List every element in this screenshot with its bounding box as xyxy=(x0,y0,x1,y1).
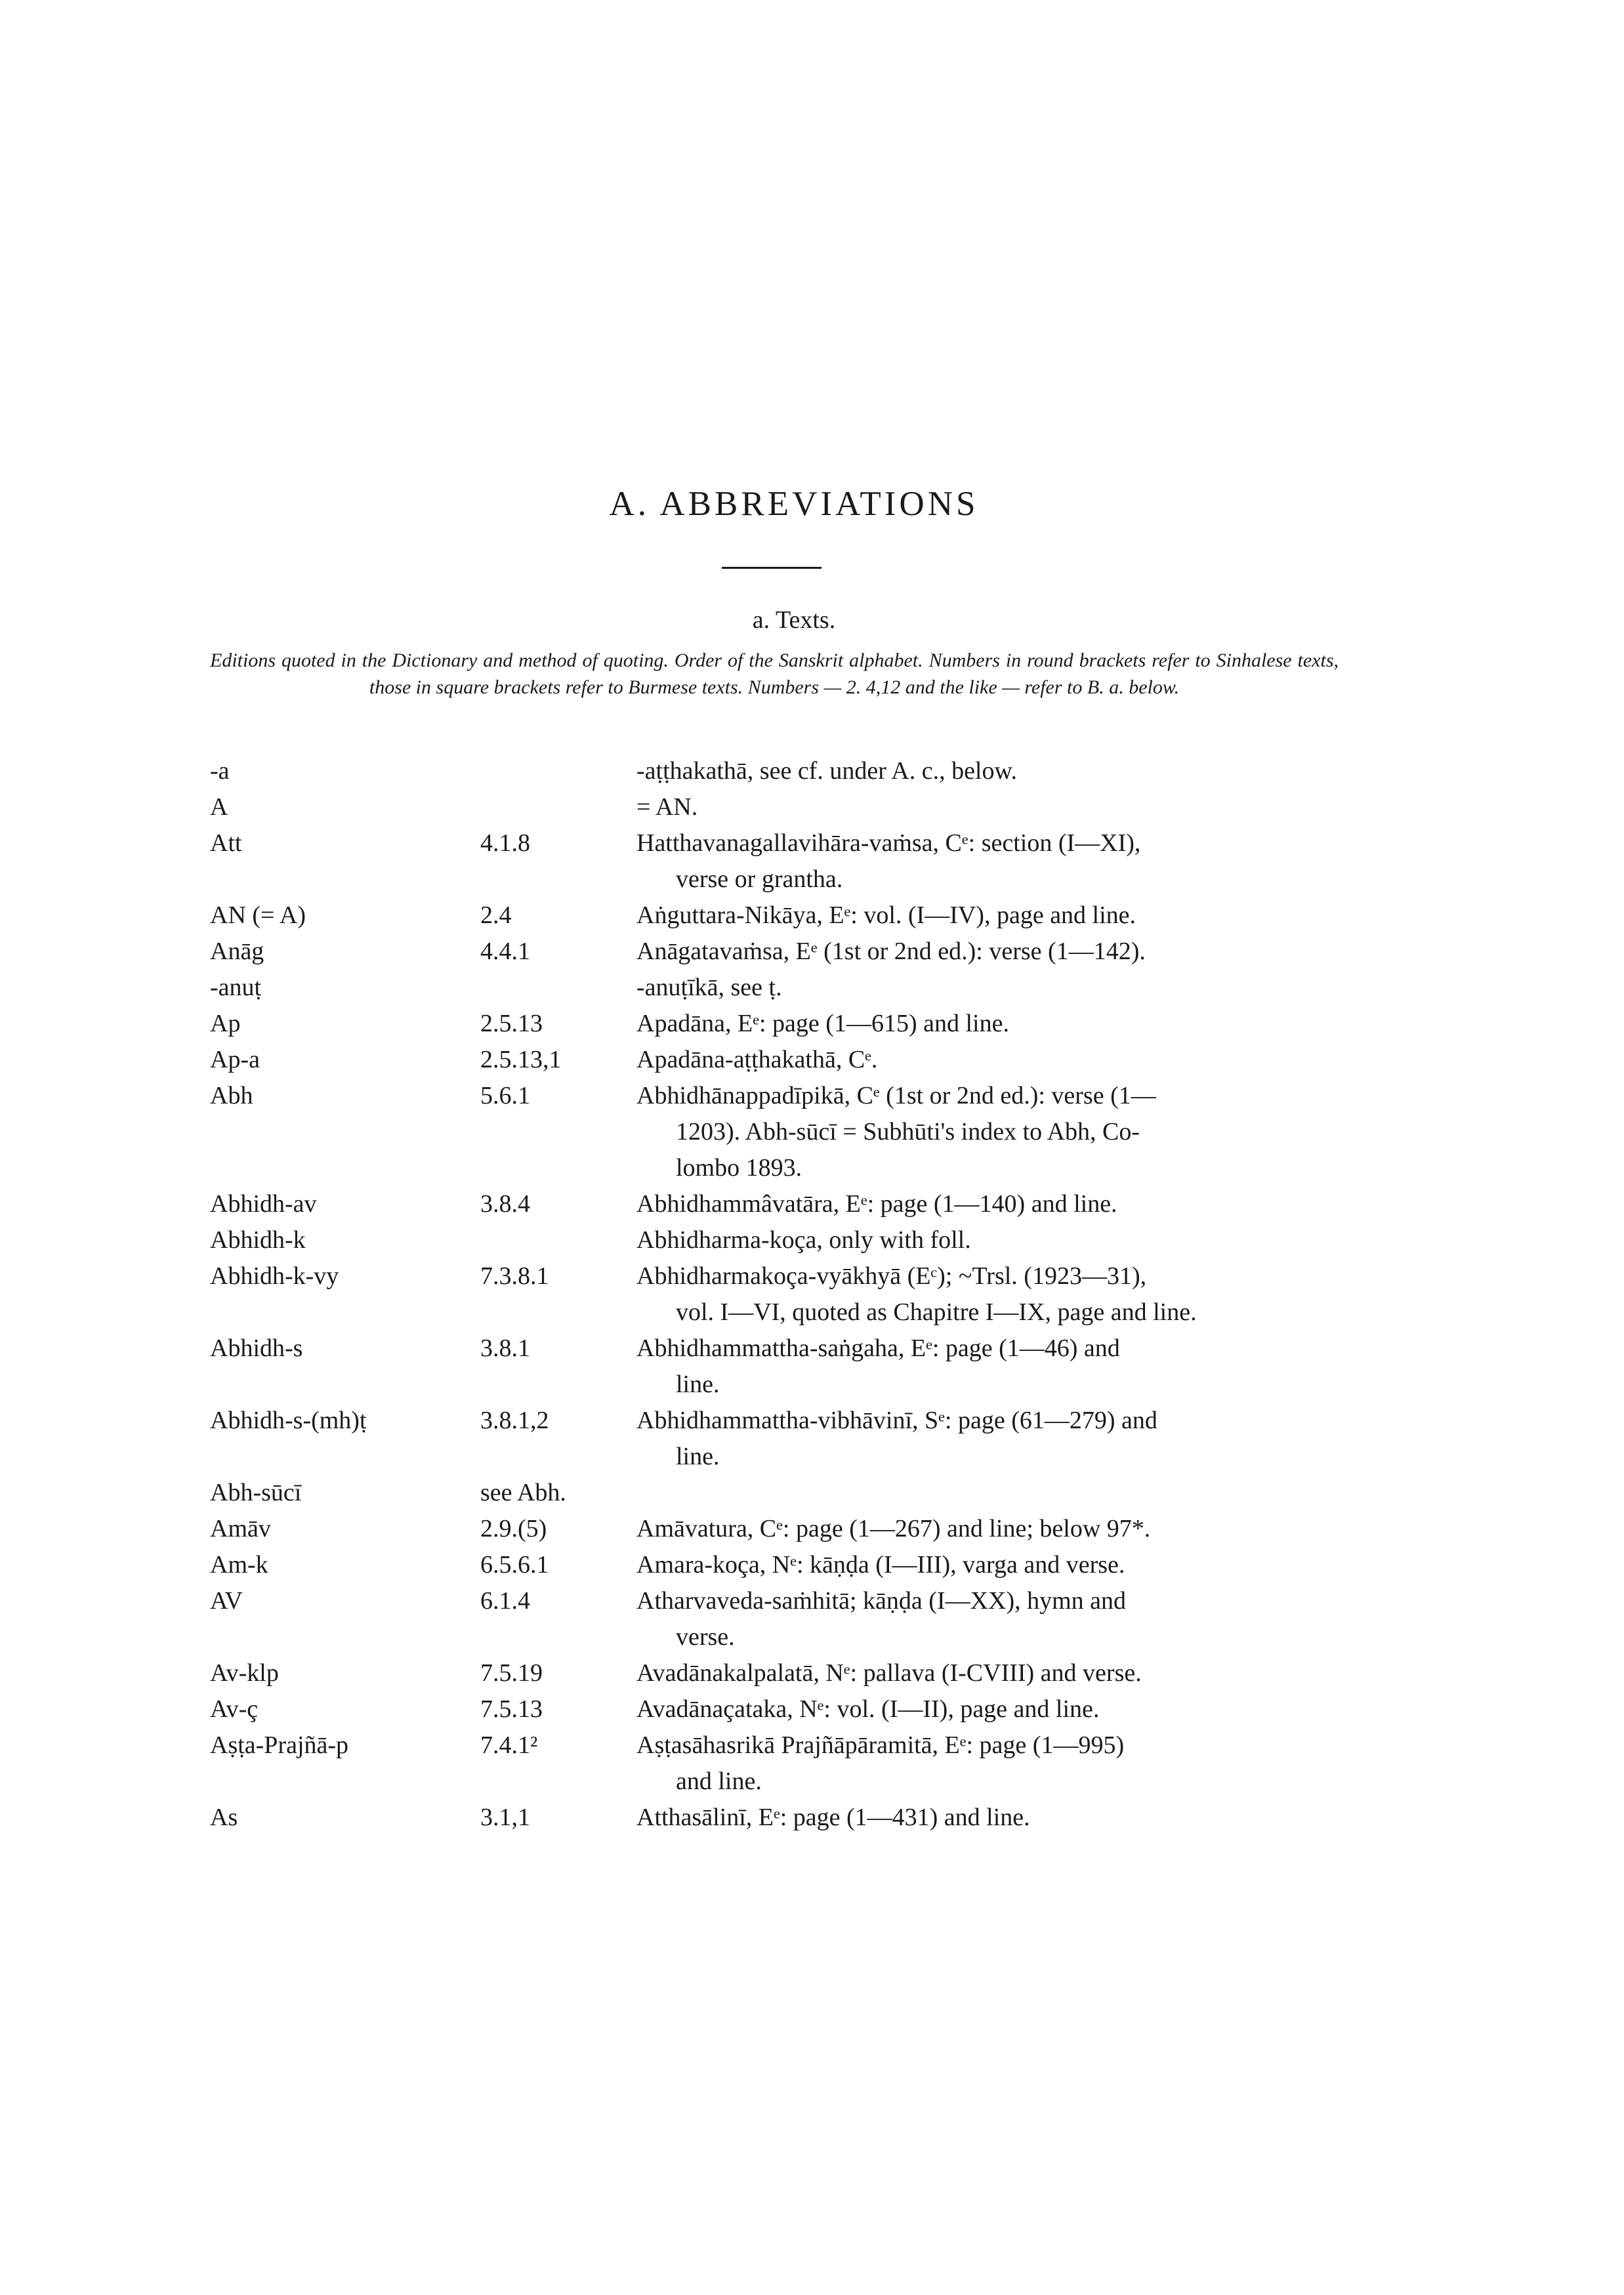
entry-description xyxy=(636,1186,1352,1222)
entry-description xyxy=(636,898,1352,934)
entry-reference: 7.4.1² xyxy=(480,1731,538,1759)
entry-description xyxy=(636,970,1352,1006)
abbreviation-entry xyxy=(210,1078,1352,1186)
entry-reference: 3.8.4 xyxy=(480,1190,530,1218)
entry-description xyxy=(636,1511,1352,1547)
abbreviation-entry xyxy=(210,1403,1352,1475)
entry-abbreviation: Abh xyxy=(210,1082,253,1109)
abbreviation-entry xyxy=(210,970,1352,1006)
abbreviation-entry xyxy=(210,1800,1352,1836)
abbreviation-entry xyxy=(210,898,1352,934)
abbreviation-entry xyxy=(210,1258,1352,1331)
entry-reference: 2.9.(5) xyxy=(480,1515,547,1542)
entry-description xyxy=(636,1222,1352,1258)
intro-paragraph xyxy=(210,647,1339,701)
entry-description-line: Abhidhammattha-vibhāvinī, Sᵉ: page (61—279) and xyxy=(636,1407,1157,1434)
entry-abbreviation: Att xyxy=(210,829,242,857)
entry-description-line: Amāvatura, Cᵉ: page (1—267) and line; below 97*. xyxy=(636,1515,1151,1542)
intro-line-3: like — refer to B. a. below. xyxy=(968,676,1180,698)
entry-abbreviation: -a xyxy=(210,757,230,785)
abbreviation-entry xyxy=(210,1655,1352,1691)
entry-description-line: Apadāna-aṭṭhakathā, Cᵉ. xyxy=(636,1046,878,1073)
entry-description xyxy=(636,1403,1352,1475)
entry-abbreviation: A xyxy=(210,793,228,821)
entry-abbreviation: Ap xyxy=(210,1010,241,1037)
abbreviation-entry xyxy=(210,1583,1352,1655)
entry-description-line: Abhidhānappadīpikā, Cᵉ (1st or 2nd ed.): verse (1— xyxy=(636,1082,1156,1109)
entry-reference: 5.6.1 xyxy=(480,1082,530,1109)
entry-description-line: Atharvaveda-saṁhitā; kāṇḍa (I—XX), hymn and xyxy=(636,1587,1127,1615)
abbreviation-entry xyxy=(210,1222,1352,1258)
entry-description-line: Abhidhammattha-saṅgaha, Eᵉ: page (1—46) and xyxy=(636,1334,1120,1362)
entry-description-line: Abhidharma-koça, only with foll. xyxy=(636,1226,971,1254)
entry-description-line: verse or grantha. xyxy=(676,865,843,893)
abbreviation-entry xyxy=(210,1475,1352,1511)
entry-abbreviation: AV xyxy=(210,1587,243,1615)
entry-description xyxy=(636,934,1352,970)
entry-description xyxy=(636,753,1352,789)
entry-description-line xyxy=(636,1475,1352,1511)
entry-description-line: Anāgatavaṁsa, Eᵉ (1st or 2nd ed.): verse (1—142). xyxy=(636,938,1146,965)
entry-description xyxy=(636,1006,1352,1042)
entry-abbreviation: Abhidh-k-vy xyxy=(210,1262,339,1290)
entry-description xyxy=(636,825,1352,898)
entry-abbreviation: Am-k xyxy=(210,1551,268,1579)
entry-description-line: Atthasālinī, Eᵉ: page (1—431) and line. xyxy=(636,1804,1030,1831)
entry-reference: 7.5.19 xyxy=(480,1659,543,1687)
entry-abbreviation: Abhidh-s-(mh)ṭ xyxy=(210,1407,367,1434)
entry-abbreviation: Abh-sūcī xyxy=(210,1479,302,1506)
entry-abbreviation: Amāv xyxy=(210,1515,271,1542)
entry-abbreviation: Abhidh-s xyxy=(210,1334,303,1362)
entry-abbreviation: Av-ç xyxy=(210,1695,259,1723)
entry-description-line: Aṅguttara-Nikāya, Eᵉ: vol. (I—IV), page and line. xyxy=(636,901,1136,929)
entry-description-line: Amara-koça, Nᵉ: kāṇḍa (I—III), varga and verse. xyxy=(636,1551,1125,1579)
entry-description-line: = AN. xyxy=(636,793,698,821)
entry-description xyxy=(636,789,1352,825)
entry-description xyxy=(636,1655,1352,1691)
entry-description xyxy=(636,1691,1352,1727)
entry-description xyxy=(636,1583,1352,1655)
entry-reference: 2.5.13 xyxy=(480,1010,543,1037)
entry-description-line: -anuṭīkā, see ṭ. xyxy=(636,974,782,1001)
abbreviation-entry xyxy=(210,825,1352,898)
abbreviation-entry xyxy=(210,1186,1352,1222)
abbreviation-entry xyxy=(210,1042,1352,1078)
abbreviation-entry xyxy=(210,1727,1352,1800)
entry-reference: 3.8.1 xyxy=(480,1334,530,1362)
entry-description-line: Abhidharmakoça-vyākhyā (Eᶜ); ~Trsl. (1923—31), xyxy=(636,1262,1147,1290)
abbreviation-entry xyxy=(210,1691,1352,1727)
abbreviation-entry xyxy=(210,1511,1352,1547)
entry-description xyxy=(636,1800,1352,1836)
entry-abbreviation: -anuṭ xyxy=(210,974,262,1001)
entry-abbreviation: Abhidh-av xyxy=(210,1190,317,1218)
entry-description xyxy=(636,1331,1352,1403)
entry-description-line: and line. xyxy=(676,1768,762,1795)
entry-abbreviation: Abhidh-k xyxy=(210,1226,306,1254)
intro-line-2: brackets refer to Sinhalese texts, those in square brackets refer to Burmese texts. Numbers — 2. 4,12 and the xyxy=(369,650,1339,698)
entry-abbreviation: Anāg xyxy=(210,938,264,965)
entry-reference: 6.1.4 xyxy=(480,1587,530,1615)
entry-description-line: verse. xyxy=(676,1623,735,1651)
entry-description-line: Avadānakalpalatā, Nᵉ: pallava (I-CVIII) and verse. xyxy=(636,1659,1142,1687)
entry-reference: 7.3.8.1 xyxy=(480,1262,549,1290)
entry-description xyxy=(636,1547,1352,1583)
abbreviation-entry xyxy=(210,789,1352,825)
abbreviation-entry xyxy=(210,1331,1352,1403)
entry-description xyxy=(636,1078,1352,1186)
entry-reference: 4.4.1 xyxy=(480,938,530,965)
section-title: a. Texts. xyxy=(752,606,836,634)
abbreviation-entry xyxy=(210,1547,1352,1583)
entry-description-line: 1203). Abh-sūcī = Subhūti's index to Abh, Co- xyxy=(676,1118,1140,1146)
entry-description xyxy=(636,1475,1352,1511)
entry-reference: 4.1.8 xyxy=(480,829,530,857)
entry-abbreviation: As xyxy=(210,1804,238,1831)
entry-description-line: line. xyxy=(676,1443,720,1470)
entry-description-line: Avadānaçataka, Nᵉ: vol. (I—II), page and line. xyxy=(636,1695,1100,1723)
entry-description-line: vol. I—VI, quoted as Chapitre I—IX, page and line. xyxy=(676,1298,1197,1326)
entry-description xyxy=(636,1042,1352,1078)
entry-abbreviation: AN (= A) xyxy=(210,901,306,929)
abbreviation-entry xyxy=(210,753,1352,789)
entry-description-line: Hatthavanagallavihāra-vaṁsa, Cᵉ: section (I—XI), xyxy=(636,829,1141,857)
entry-reference: 3.8.1,2 xyxy=(480,1407,549,1434)
entry-description xyxy=(636,1727,1352,1800)
entry-reference: 3.1,1 xyxy=(480,1804,530,1831)
entry-reference: 7.5.13 xyxy=(480,1695,543,1723)
entry-description-line: Aṣṭasāhasrikā Prajñāpāramitā, Eᵉ: page (1—995) xyxy=(636,1731,1125,1759)
entry-abbreviation: Aṣṭa-Prajñā-p xyxy=(210,1731,349,1759)
abbreviation-entry xyxy=(210,1006,1352,1042)
entry-description-line: line. xyxy=(676,1371,720,1398)
entry-description xyxy=(636,1258,1352,1331)
abbreviation-list xyxy=(210,753,1352,1836)
entry-description-line: lombo 1893. xyxy=(676,1154,802,1182)
entry-description-line: Abhidhammâvatāra, Eᵉ: page (1—140) and line. xyxy=(636,1190,1117,1218)
entry-reference: see Abh. xyxy=(480,1479,566,1506)
entry-abbreviation: Av-klp xyxy=(210,1659,279,1687)
entry-description-line: -aṭṭhakathā, see cf. under A. c., below. xyxy=(636,757,1017,785)
page-title: A. ABBREVIATIONS xyxy=(609,485,979,523)
title-rule xyxy=(722,567,822,569)
entry-reference: 6.5.6.1 xyxy=(480,1551,549,1579)
abbreviation-entry xyxy=(210,934,1352,970)
entry-description-line: Apadāna, Eᵉ: page (1—615) and line. xyxy=(636,1010,1009,1037)
intro-line-1: Editions quoted in the Dictionary and method of quoting. Order of the Sanskrit alphabet. Numbers in round xyxy=(210,650,1073,671)
entry-reference: 2.4 xyxy=(480,901,512,929)
entry-reference: 2.5.13,1 xyxy=(480,1046,562,1073)
entry-abbreviation: Ap-a xyxy=(210,1046,260,1073)
